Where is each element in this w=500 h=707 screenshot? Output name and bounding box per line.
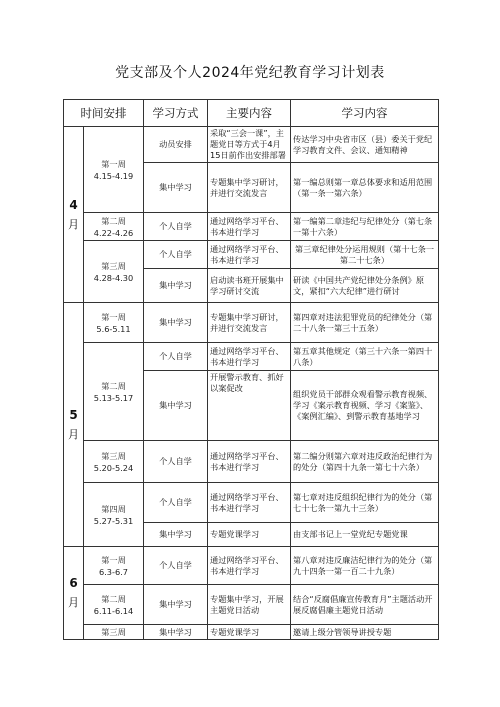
week-cell: 第一周 6.3-6.7 [84, 547, 144, 585]
content-cell: 第三章纪律处分运用规则（第十七条一第二十七条） [291, 241, 439, 269]
content-cell: 第二编分则第六章对违反政治纪律行为的处分（第四十九条一第七十六条） [291, 441, 439, 483]
method-cell: 个人自学 [144, 547, 208, 585]
table-row [64, 547, 439, 585]
method-cell: 集中学习 [144, 625, 208, 640]
week-cell: 第三周 [84, 625, 144, 640]
main-cell: 通过网络学习平台、书本进行学习 [208, 547, 291, 585]
week-cell: 第一周 5.6-5.11 [84, 303, 144, 343]
week-cell: 第二周 5.13-5.17 [84, 343, 144, 441]
table-row [64, 441, 439, 483]
content-cell: 第七章对违反组织纪律行为的处分（第七十七条一第九十三条） [291, 483, 439, 523]
week-cell: 第三周 5.20-5.24 [84, 441, 144, 483]
table-header-row [64, 100, 439, 127]
table-row [64, 483, 439, 523]
method-cell: 集中学习 [144, 523, 208, 547]
week-cell: 第二周 4.22-4.26 [84, 213, 144, 241]
table-row [64, 303, 439, 343]
main-cell: 采取“三会一课”，主题党日等方式于4月15日前作出安排部署 [208, 127, 291, 163]
main-cell: 专题党课学习 [208, 523, 291, 547]
main-cell: 通过网络学习平台、书本进行学习 [208, 343, 291, 371]
method-cell: 个人自学 [144, 241, 208, 269]
method-cell: 个人自学 [144, 213, 208, 241]
content-cell: 第八章对违反廉洁纪律行为的处分（第九十四条一第一百二十九条） [291, 547, 439, 585]
method-cell: 动员安排 [144, 127, 208, 163]
main-cell: 专题党课学习 [208, 625, 291, 640]
table-row [64, 585, 439, 625]
month-april: 4 月 [64, 127, 84, 303]
plan-table [63, 99, 439, 640]
page-title: 党支部及个人2024年党纪教育学习计划表 [115, 65, 385, 81]
header-time: 时间安排 [64, 100, 144, 127]
main-cell: 专题集中学习，开展主题党日活动 [208, 585, 291, 625]
header-main: 主要内容 [208, 100, 291, 127]
header-method: 学习方式 [144, 100, 208, 127]
content-cell: 第五章其他规定（第三十六条一第四十八条） [291, 343, 439, 371]
main-cell: 专题集中学习研讨，并进行交流发言 [208, 303, 291, 343]
content-cell: 研读《中国共产党纪律处分条例》原文，紧扣“六大纪律”进行研讨 [291, 269, 439, 303]
content-cell: 第一编第二章违纪与纪律处分（第七条一第十六条） [291, 213, 439, 241]
week-cell: 第二周 6.11-6.14 [84, 585, 144, 625]
week-cell: 第三周 4.28-4.30 [84, 241, 144, 303]
month-june: 6 月 [64, 547, 84, 640]
main-cell: 通过网络学习平台、书本进行学习 [208, 441, 291, 483]
method-cell: 集中学习 [144, 269, 208, 303]
table-row [64, 343, 439, 371]
table-row [64, 213, 439, 241]
table-row [64, 241, 439, 269]
content-cell: 第四章对违法犯罪党员的纪律处分（第二十八条一第三十五条） [291, 303, 439, 343]
content-cell: 第一编总则第一章总体要求和适用范围（第一条一第六条） [291, 163, 439, 213]
method-cell: 集中学习 [144, 585, 208, 625]
month-may: 5 月 [64, 303, 84, 547]
week-cell: 第四周 5.27-5.31 [84, 483, 144, 547]
main-cell: 开展警示教育、抓好以案促改 [208, 371, 291, 441]
content-cell: 由支部书记上一堂党纪专题党课 [291, 523, 439, 547]
main-cell: 通过网络学习平台、书本进行学习 [208, 213, 291, 241]
method-cell: 个人自学 [144, 343, 208, 371]
main-cell: 专题集中学习研讨，并进行交流发言 [208, 163, 291, 213]
content-cell: 邀请上级分管领导讲授专题 [291, 625, 439, 640]
method-cell: 集中学习 [144, 371, 208, 441]
table-row [64, 625, 439, 640]
method-cell: 个人自学 [144, 441, 208, 483]
table-row [64, 127, 439, 163]
method-cell: 集中学习 [144, 163, 208, 213]
content-cell: 结合“反腐倡廉宣传教育月”主题活动开展反腐倡廉主题党日活动 [291, 585, 439, 625]
content-cell: 组织党员干部群众观看警示教育视频、学习《案示教育视频、学习《案鉴》、《案例汇编》、到警示教育基地学习 [291, 371, 439, 441]
week-cell: 第一周 4.15-4.19 [84, 127, 144, 213]
method-cell: 个人自学 [144, 483, 208, 523]
main-cell: 通过网络学习平台、书本进行学习 [208, 483, 291, 523]
main-cell: 通过网络学习平台、书本进行学习 [208, 241, 291, 269]
main-cell: 启动读书班开展集中学习研讨交流 [208, 269, 291, 303]
method-cell: 集中学习 [144, 303, 208, 343]
header-content: 学习内容 [291, 100, 439, 127]
content-cell: 传达学习中央省市区（县）委关于党纪学习教育文件、会议、通知精神 [291, 127, 439, 163]
